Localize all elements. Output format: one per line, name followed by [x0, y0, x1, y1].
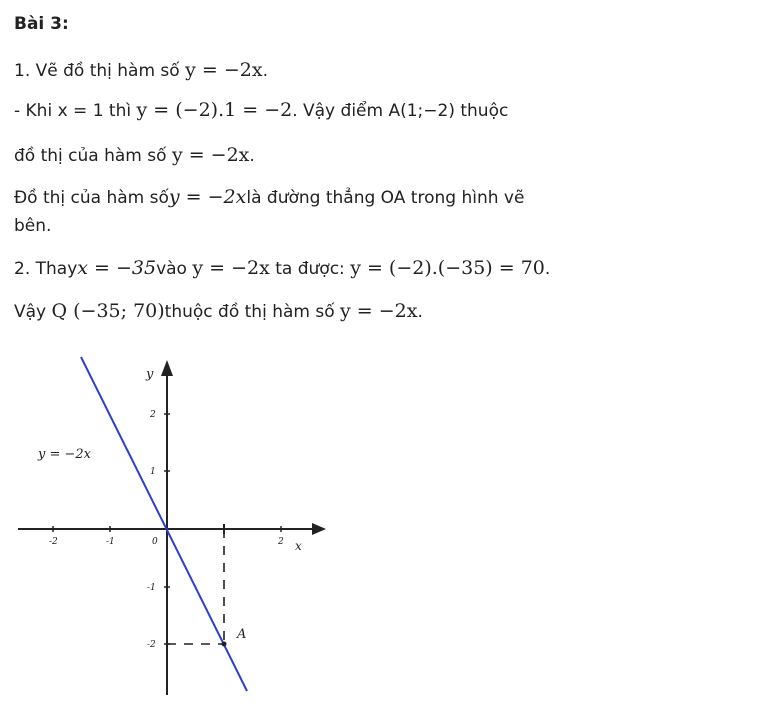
y-axis-label: y: [146, 367, 154, 382]
item-2-function: y = −2x: [192, 257, 270, 279]
graph-desc-formula: y = −2x: [168, 186, 247, 208]
function-line-formula: y = −2x: [171, 144, 250, 166]
y-tick-label: -1: [147, 583, 156, 593]
item-2-end: .: [544, 259, 551, 279]
point-a-label: A: [237, 627, 247, 642]
function-line-text: đồ thị của hàm số: [14, 146, 172, 166]
origin-label: 0: [152, 537, 158, 547]
function-line: [81, 357, 247, 691]
line-equation-label: y = −2x: [38, 447, 91, 462]
x-tick-label: 2: [278, 537, 284, 547]
conclusion-function: y = −2x: [340, 300, 418, 322]
point-a-marker: [222, 642, 227, 647]
x-tick-label: -2: [49, 537, 58, 547]
conclusion-text: Vậy: [14, 302, 52, 322]
item-2-get: ta được:: [269, 259, 351, 279]
when-x1-conclusion: . Vậy điểm A(1;−2) thuộc: [292, 101, 509, 121]
when-x1-formula: y = (−2).1 = −2: [136, 99, 293, 121]
x-axis-label: x: [295, 539, 302, 553]
y-tick-label: 1: [150, 467, 156, 477]
conclusion-end: .: [417, 302, 423, 322]
item-2-result: y = (−2).(−35) = 70: [350, 257, 545, 279]
item-2-into: vào: [156, 259, 193, 279]
conclusion-rest: thuộc đồ thị hàm số: [164, 302, 341, 322]
x-axis-arrow-icon: [312, 523, 326, 535]
function-line-end: .: [249, 146, 255, 166]
graph-desc-text: Đồ thị của hàm số: [14, 188, 169, 208]
graph-desc-rest: là đường thẳng OA trong hình vẽ: [246, 188, 525, 208]
item-1-formula: y = −2x: [185, 59, 263, 81]
exercise-title: Bài 3:: [14, 14, 69, 34]
item-1-text: 1. Vẽ đồ thị hàm số: [14, 61, 186, 81]
graph-description-cont: bên.: [14, 216, 52, 236]
item-2-x-value: x = −35: [77, 257, 157, 279]
y-axis-arrow-icon: [161, 360, 173, 376]
item-1-end: .: [262, 61, 268, 81]
when-x1-text: - Khi x = 1 thì: [14, 101, 137, 121]
x-tick-label: -1: [106, 537, 115, 547]
y-tick-label: -2: [147, 640, 156, 650]
item-2-text: 2. Thay: [14, 259, 78, 279]
y-tick-label: 2: [150, 410, 156, 420]
conclusion-point: Q (−35; 70): [51, 300, 165, 322]
